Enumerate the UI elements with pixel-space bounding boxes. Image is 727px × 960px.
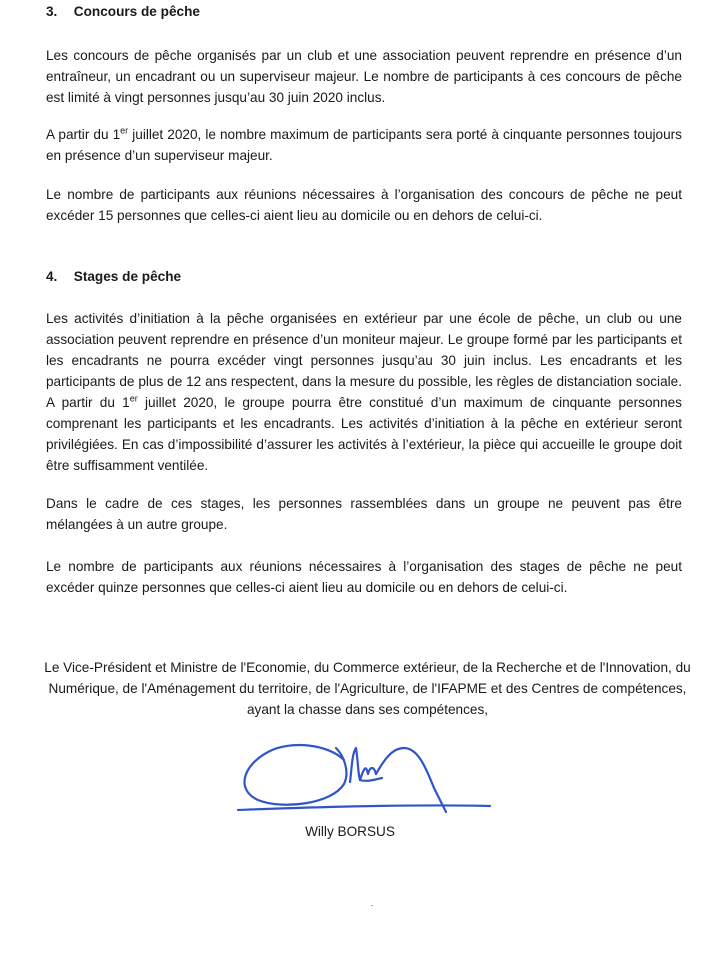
section-4-title: Stages de pêche — [73, 269, 182, 284]
handwritten-signature — [232, 738, 492, 818]
closing-statement: Le Vice-Président et Ministre de l'Economie, du Commerce extérieur, de la Recherche et de l'Innovation, du Numérique, de l'Aménagement du territoire, de l'Agriculture, de l'IFAPME et des Centres de compétences, ayant la chasse dans ses compétences, — [44, 660, 691, 717]
section-3-paragraph-3: Le nombre de participants aux réunions nécessaires à l’organisation des concours de pêche ne peut excéder 15 personnes que celles-ci aient lieu au domicile ou en dehors de celui-ci. — [46, 187, 682, 223]
scan-speck — [371, 905, 373, 906]
section-3-heading — [46, 1, 200, 22]
section-3-paragraph-2: A partir du 1er juillet 2020, le nombre maximum de participants sera porté à cinquante personnes toujours en présence d’un superviseur majeur. — [46, 125, 682, 163]
section-4-paragraph-1: Les activités d’initiation à la pêche organisées en extérieur par une école de pêche, un club ou une association peuvent reprendre en présence d’un moniteur majeur. Le groupe formé par les participants et les encadrants ne pourra excéder vingt personnes jusqu’au 30 juin inclus. Les encadrants et les participants de plus de 12 ans respectent, dans la mesure du possible, les règles de distanciation sociale. A partir du 1er juillet 2020, le groupe pourra être constitué d’un maximum de cinquante personnes comprenant les participants et les encadrants. Les activités d’initiation à la pêche en extérieur seront privilégiées. En cas d’impossibilité d’assurer les activités à l’extérieur, la pièce qui accueille le groupe doit être suffisamment ventilée. — [46, 311, 682, 473]
section-3-paragraph-1: Les concours de pêche organisés par un club et une association peuvent reprendre en présence d’un entraîneur, un encadrant ou un superviseur majeur. Le nombre de participants à ces concours de pêche est limité à vingt personnes jusqu’au 30 juin 2020 inclus. — [46, 48, 682, 105]
section-3-title: Concours de pêche — [73, 4, 200, 19]
section-4-number: 4. — [46, 269, 58, 284]
signer-name: Willy BORSUS — [305, 824, 395, 839]
section-4-paragraph-2: Dans le cadre de ces stages, les personnes rassemblées dans un groupe ne peuvent pas être mélangées à un autre groupe. — [46, 496, 682, 532]
section-4-heading — [46, 266, 181, 287]
section-4-paragraph-3: Le nombre de participants aux réunions nécessaires à l’organisation des stages de pêche ne peut excéder quinze personnes que celles-ci aient lieu au domicile ou en dehors de celui-ci. — [46, 559, 682, 595]
section-3-number: 3. — [46, 4, 58, 19]
